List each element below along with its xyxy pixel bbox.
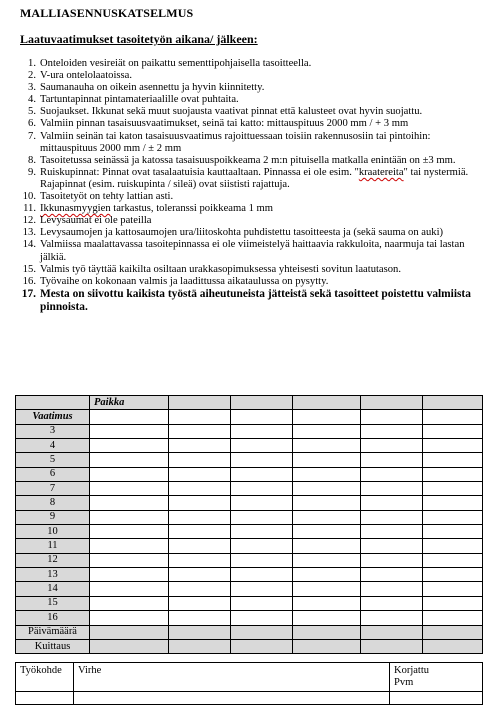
requirement-number: 6. bbox=[28, 118, 36, 130]
spellcheck-word: Ikkunasmyygien bbox=[40, 203, 111, 215]
inspection-cell[interactable] bbox=[231, 525, 293, 539]
inspection-cell[interactable] bbox=[293, 496, 361, 510]
requirement-number: 9. bbox=[28, 166, 36, 178]
requirement-text: tarkastus, toleranssi poikkeama 1 mm bbox=[110, 203, 274, 215]
inspection-cell[interactable] bbox=[90, 625, 169, 639]
requirement-text: Valmiin seinän tai katon tasaisuusvaatimus rajoittuessaan toisiin rakennusosiin tai pintoihin: mittauspituus 2000 mm / ± 2 mm bbox=[40, 130, 431, 154]
inspection-cell[interactable] bbox=[90, 611, 169, 625]
inspection-cell[interactable] bbox=[169, 596, 231, 610]
requirement-text: " tai nystermiä. Rajapinnat (esim. ruiskupinta / sileä) ovat siististi rajattuja. bbox=[40, 166, 469, 190]
inspection-place-cell[interactable] bbox=[361, 396, 423, 410]
inspection-cell[interactable] bbox=[361, 582, 423, 596]
inspection-cell[interactable] bbox=[90, 453, 169, 467]
defect-col-fixed-label: Korjattu bbox=[394, 665, 429, 676]
inspection-cell[interactable] bbox=[423, 596, 483, 610]
requirements-list bbox=[20, 58, 482, 314]
inspection-cell[interactable] bbox=[169, 525, 231, 539]
requirement-text: Ruiskupinnat: Pinnat ovat tasalaatuisia kauttaaltaan. Pinnassa ei ole esim. " bbox=[40, 166, 359, 178]
inspection-place-cell[interactable] bbox=[423, 396, 483, 410]
inspection-cell[interactable] bbox=[231, 611, 293, 625]
requirement-number: 15. bbox=[22, 263, 36, 275]
inspection-cell[interactable] bbox=[231, 424, 293, 438]
inspection-cell[interactable] bbox=[293, 410, 361, 424]
requirement-text: Valmiin pinnan tasaisuusvaatimukset, seinä tai katto: mittauspituus 2000 mm / + 3 mm bbox=[40, 118, 409, 130]
inspection-cell[interactable] bbox=[90, 510, 169, 524]
inspection-row bbox=[16, 539, 483, 553]
inspection-cell[interactable] bbox=[423, 453, 483, 467]
inspection-cell[interactable] bbox=[293, 639, 361, 653]
requirement-item bbox=[20, 106, 482, 118]
inspection-cell[interactable] bbox=[361, 539, 423, 553]
requirement-item bbox=[20, 264, 482, 276]
inspection-cell[interactable] bbox=[361, 639, 423, 653]
inspection-cell[interactable] bbox=[423, 510, 483, 524]
requirement-number: 2. bbox=[28, 70, 36, 82]
inspection-place-header: Paikka bbox=[90, 396, 169, 410]
requirement-item bbox=[20, 118, 482, 130]
defect-col-defect: Virhe bbox=[74, 663, 390, 692]
inspection-cell[interactable] bbox=[90, 596, 169, 610]
inspection-row bbox=[16, 553, 483, 567]
inspection-cell[interactable] bbox=[423, 467, 483, 481]
requirement-item bbox=[20, 227, 482, 239]
defect-table-row bbox=[16, 692, 483, 705]
requirement-number: 12. bbox=[22, 215, 36, 227]
inspection-cell[interactable] bbox=[169, 568, 231, 582]
requirement-item bbox=[20, 191, 482, 203]
inspection-cell[interactable] bbox=[293, 596, 361, 610]
inspection-cell[interactable] bbox=[231, 582, 293, 596]
requirement-number: 14. bbox=[22, 239, 36, 251]
defect-col-date-label: Pvm bbox=[394, 677, 414, 688]
requirement-item bbox=[20, 215, 482, 227]
inspection-cell[interactable] bbox=[293, 553, 361, 567]
inspection-row-label: 16 bbox=[16, 611, 90, 625]
requirement-text: Tartuntapinnat pintamateriaalille ovat puhtaita. bbox=[40, 94, 239, 106]
inspection-cell[interactable] bbox=[293, 467, 361, 481]
inspection-cell[interactable] bbox=[231, 482, 293, 496]
inspection-cell[interactable] bbox=[423, 553, 483, 567]
inspection-cell[interactable] bbox=[169, 482, 231, 496]
requirement-item bbox=[20, 58, 482, 70]
inspection-row-label: 6 bbox=[16, 467, 90, 481]
inspection-cell[interactable] bbox=[293, 568, 361, 582]
inspection-cell[interactable] bbox=[423, 639, 483, 653]
date-row-label: Päivämäärä bbox=[16, 625, 90, 639]
requirement-text: Tasoitetussa seinässä ja katossa tasaisuuspoikkeama 2 m:n pituisella matkalla enintään on ±3 mm. bbox=[40, 154, 456, 166]
inspection-cell[interactable] bbox=[293, 611, 361, 625]
requirement-text: Mesta on siivottu kaikista työstä aiheutuneista jätteistä sekä tasoitteet poistettu valmiista pinnoista. bbox=[40, 287, 471, 313]
inspection-cell[interactable] bbox=[231, 439, 293, 453]
inspection-cell[interactable] bbox=[231, 553, 293, 567]
inspection-row-label: 8 bbox=[16, 496, 90, 510]
requirement-item bbox=[20, 94, 482, 106]
inspection-cell[interactable] bbox=[169, 410, 231, 424]
requirement-text: Suojaukset. Ikkunat sekä muut suojausta vaativat pinnat että kalusteet ovat hyvin suojattu. bbox=[40, 106, 423, 118]
inspection-place-cell[interactable] bbox=[231, 396, 293, 410]
inspection-header-row bbox=[16, 396, 483, 410]
inspection-cell[interactable] bbox=[169, 453, 231, 467]
inspection-cell[interactable] bbox=[361, 439, 423, 453]
inspection-row-label: 9 bbox=[16, 510, 90, 524]
requirement-text: Tasoitetyöt on tehty lattian asti. bbox=[40, 191, 174, 203]
inspection-requirement-header: Vaatimus bbox=[16, 410, 90, 424]
inspection-row bbox=[16, 582, 483, 596]
inspection-row-label: 11 bbox=[16, 539, 90, 553]
requirement-text: V-ura ontelolaatoissa. bbox=[40, 70, 132, 82]
inspection-cell[interactable] bbox=[423, 611, 483, 625]
inspection-cell[interactable] bbox=[293, 582, 361, 596]
inspection-cell[interactable] bbox=[361, 553, 423, 567]
inspection-cell[interactable] bbox=[90, 568, 169, 582]
inspection-cell[interactable] bbox=[361, 482, 423, 496]
inspection-cell[interactable] bbox=[231, 596, 293, 610]
inspection-cell[interactable] bbox=[423, 482, 483, 496]
requirement-number: 13. bbox=[22, 227, 36, 239]
requirement-item bbox=[20, 70, 482, 82]
requirement-item bbox=[20, 131, 482, 155]
inspection-row bbox=[16, 467, 483, 481]
inspection-cell[interactable] bbox=[361, 467, 423, 481]
inspection-row bbox=[16, 510, 483, 524]
requirement-item bbox=[20, 288, 482, 314]
inspection-cell[interactable] bbox=[423, 582, 483, 596]
requirement-text: Levysaumojen ja kattosaumojen ura/liitoskohta puhdistettu tasoitteesta ja (sekä sauma on auki) bbox=[40, 227, 444, 239]
inspection-cell[interactable] bbox=[361, 510, 423, 524]
inspection-cell[interactable] bbox=[231, 568, 293, 582]
inspection-cell[interactable] bbox=[90, 467, 169, 481]
requirement-number: 4. bbox=[28, 94, 36, 106]
inspection-cell[interactable] bbox=[293, 625, 361, 639]
inspection-cell[interactable] bbox=[361, 410, 423, 424]
inspection-cell[interactable] bbox=[90, 553, 169, 567]
inspection-cell[interactable] bbox=[169, 439, 231, 453]
inspection-cell[interactable] bbox=[361, 568, 423, 582]
inspection-row-label: 4 bbox=[16, 439, 90, 453]
inspection-row bbox=[16, 596, 483, 610]
inspection-cell[interactable] bbox=[231, 496, 293, 510]
inspection-cell[interactable] bbox=[90, 639, 169, 653]
inspection-cell[interactable] bbox=[169, 611, 231, 625]
inspection-cell[interactable] bbox=[231, 625, 293, 639]
inspection-cell[interactable] bbox=[231, 453, 293, 467]
requirement-number: 5. bbox=[28, 106, 36, 118]
requirement-text: Työvaihe on kokonaan valmis ja laadittussa aikataulussa on pysytty. bbox=[40, 275, 329, 287]
inspection-header-corner bbox=[16, 396, 90, 410]
inspection-cell[interactable] bbox=[423, 496, 483, 510]
inspection-cell[interactable] bbox=[169, 582, 231, 596]
inspection-cell[interactable] bbox=[169, 553, 231, 567]
inspection-row-label: 7 bbox=[16, 482, 90, 496]
inspection-row-label: 5 bbox=[16, 453, 90, 467]
inspection-cell[interactable] bbox=[423, 539, 483, 553]
inspection-row-label: 3 bbox=[16, 424, 90, 438]
inspection-cell[interactable] bbox=[361, 424, 423, 438]
inspection-place-cell[interactable] bbox=[293, 396, 361, 410]
inspection-row bbox=[16, 439, 483, 453]
inspection-cell[interactable] bbox=[423, 525, 483, 539]
inspection-table bbox=[15, 395, 483, 654]
inspection-cell[interactable] bbox=[231, 639, 293, 653]
inspection-row bbox=[16, 525, 483, 539]
inspection-cell[interactable] bbox=[169, 467, 231, 481]
inspection-cell[interactable] bbox=[293, 510, 361, 524]
inspection-cell[interactable] bbox=[231, 539, 293, 553]
inspection-cell[interactable] bbox=[90, 582, 169, 596]
inspection-footer-row bbox=[16, 639, 483, 653]
defect-col-fixed bbox=[390, 663, 483, 692]
defect-table bbox=[15, 662, 483, 705]
inspection-cell[interactable] bbox=[423, 410, 483, 424]
inspection-cell[interactable] bbox=[169, 639, 231, 653]
inspection-cell[interactable] bbox=[293, 539, 361, 553]
inspection-cell[interactable] bbox=[231, 467, 293, 481]
inspection-row-label: 12 bbox=[16, 553, 90, 567]
requirement-text: Valmiissa maalattavassa tasoitepinnassa ei ole viimeistelyä haittaavia rakkuloita, naarmuja tai lastan jälkiä. bbox=[40, 239, 465, 263]
inspection-row bbox=[16, 611, 483, 625]
inspection-footer-row bbox=[16, 625, 483, 639]
requirement-text: Onteloiden vesireiät on paikattu sementtipohjaisella tasoitteella. bbox=[40, 58, 312, 69]
inspection-cell[interactable] bbox=[231, 410, 293, 424]
defect-cell[interactable] bbox=[74, 692, 390, 705]
inspection-cell[interactable] bbox=[90, 482, 169, 496]
inspection-cell[interactable] bbox=[293, 482, 361, 496]
inspection-cell[interactable] bbox=[293, 525, 361, 539]
defect-cell[interactable] bbox=[16, 692, 74, 705]
inspection-cell[interactable] bbox=[361, 496, 423, 510]
inspection-row-label: 13 bbox=[16, 568, 90, 582]
inspection-row bbox=[16, 453, 483, 467]
requirement-number: 7. bbox=[28, 130, 36, 142]
inspection-cell[interactable] bbox=[169, 625, 231, 639]
inspection-row-label: 14 bbox=[16, 582, 90, 596]
inspection-row-label: 15 bbox=[16, 596, 90, 610]
defect-cell[interactable] bbox=[390, 692, 483, 705]
inspection-cell[interactable] bbox=[423, 568, 483, 582]
requirement-number: 16. bbox=[22, 275, 36, 287]
inspection-cell[interactable] bbox=[169, 539, 231, 553]
inspection-cell[interactable] bbox=[423, 625, 483, 639]
requirement-text: Valmis työ täyttää kaikilta osiltaan urakkasopimuksessa yhteisesti sovitun laatutason. bbox=[40, 263, 402, 275]
inspection-cell[interactable] bbox=[361, 625, 423, 639]
requirement-number: 17. bbox=[21, 287, 36, 300]
inspection-row bbox=[16, 496, 483, 510]
inspection-cell[interactable] bbox=[90, 496, 169, 510]
requirement-item bbox=[20, 276, 482, 288]
requirement-text: Levysaumat ei ole pateilla bbox=[40, 215, 152, 227]
requirement-item bbox=[20, 155, 482, 167]
inspection-cell[interactable] bbox=[231, 510, 293, 524]
inspection-cell[interactable] bbox=[90, 525, 169, 539]
inspection-cell[interactable] bbox=[293, 424, 361, 438]
inspection-cell[interactable] bbox=[169, 424, 231, 438]
requirement-item bbox=[20, 82, 482, 94]
inspection-cell[interactable] bbox=[361, 453, 423, 467]
requirement-item bbox=[20, 239, 482, 263]
inspection-cell[interactable] bbox=[169, 496, 231, 510]
document-subtitle: Laatuvaatimukset tasoitetyön aikana/ jälkeen: bbox=[20, 32, 258, 46]
spellcheck-word: kraatereita bbox=[358, 166, 404, 178]
inspection-cell[interactable] bbox=[90, 410, 169, 424]
requirement-item bbox=[20, 167, 482, 191]
inspection-place-cell[interactable] bbox=[169, 396, 231, 410]
requirement-item bbox=[20, 203, 482, 215]
inspection-cell[interactable] bbox=[90, 439, 169, 453]
inspection-cell[interactable] bbox=[423, 424, 483, 438]
inspection-cell[interactable] bbox=[293, 439, 361, 453]
inspection-requirement-header-row bbox=[16, 410, 483, 424]
inspection-cell[interactable] bbox=[90, 424, 169, 438]
requirement-number: 10. bbox=[22, 191, 36, 203]
requirement-number: 3. bbox=[28, 82, 36, 94]
inspection-cell[interactable] bbox=[361, 525, 423, 539]
defect-col-site: Työkohde bbox=[16, 663, 74, 692]
requirement-number: 8. bbox=[28, 154, 36, 166]
inspection-row-label: 10 bbox=[16, 525, 90, 539]
inspection-cell[interactable] bbox=[169, 510, 231, 524]
inspection-cell[interactable] bbox=[423, 439, 483, 453]
inspection-cell[interactable] bbox=[293, 453, 361, 467]
requirement-number: 1. bbox=[28, 58, 36, 69]
inspection-cell[interactable] bbox=[361, 611, 423, 625]
defect-table-header bbox=[16, 663, 483, 692]
document-title: MALLIASENNUSKATSELMUS bbox=[20, 6, 194, 20]
inspection-cell[interactable] bbox=[90, 539, 169, 553]
requirement-text: Saumanauha on oikein asennettu ja hyvin kiinnitetty. bbox=[40, 82, 265, 94]
inspection-row bbox=[16, 482, 483, 496]
inspection-row bbox=[16, 568, 483, 582]
inspection-cell[interactable] bbox=[361, 596, 423, 610]
requirement-number: 11. bbox=[23, 203, 36, 215]
inspection-row bbox=[16, 424, 483, 438]
signature-row-label: Kuittaus bbox=[16, 639, 90, 653]
